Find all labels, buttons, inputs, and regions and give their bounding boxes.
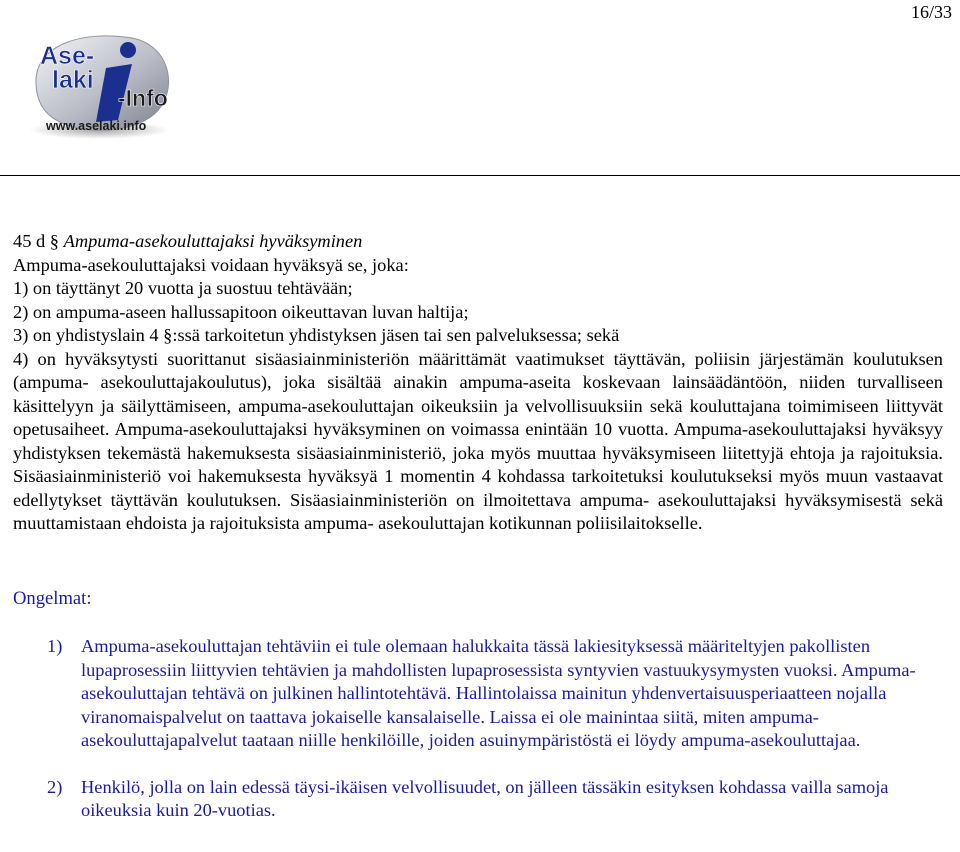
- logo-text-info: -Info: [118, 85, 168, 111]
- issues-list: [47, 635, 947, 846]
- logo-url: www.aselaki.info: [46, 119, 147, 133]
- condition-item-2: 2) on ampuma-aseen hallussapitoon oikeuttavan luvan haltija;: [13, 301, 469, 322]
- logo-text-laki: laki: [52, 66, 94, 94]
- condition-item-1: 1) on täyttänyt 20 vuotta ja suostuu tehtävään;: [13, 278, 353, 298]
- condition-item-4-paragraph: 4) on hyväksytysti suorittanut sisäasiainministeriön määrittämät vaatimukset täyttävän, poliisin järjestämän koulutuksen (ampuma- asekouluttajakoulutus), joka sisältää ainakin ampuma-aseita koskevaan lainsäädäntöön, niiden turvalliseen käsittelyyn ja säilyttämiseen, ampuma-asekouluttajan oikeuksiin ja velvollisuuksiin sekä kouluttajana toimimiseen liittyvät opetusaiheet. Ampuma-asekouluttajaksi hyväksyminen on voimassa enintään 10 vuotta. Ampuma-asekouluttajaksi hyväksyy yhdistyksen tekemästä hakemuksesta sisäasiainministeriö, joka myös muuttaa hyväksymiseen liitettyjä ehtoja ja rajoituksia. Sisäasiainministeriö voi hakemuksesta hyväksyä 1 momentin 4 kohdassa tarkoitetuksi koulutukseksi myös muun vastaavat edellytykset täyttävän koulutuksen. Sisäasiainministeriön on ilmoitettava ampuma- asekouluttajaksi hyväksymisestä sekä muuttamistaan ehdoista ja rajoituksista ampuma- asekouluttajan kotikunnan poliisilaitokselle.: [13, 348, 943, 533]
- law-section: [13, 230, 943, 536]
- aselaki-info-logo: [14, 24, 184, 142]
- section-heading: [13, 230, 943, 254]
- logo-text-ase: Ase-: [40, 42, 95, 70]
- issue-item-2: [47, 776, 947, 823]
- header-divider: [0, 175, 960, 176]
- section-title: Ampuma-asekouluttajaksi hyväksyminen: [63, 231, 363, 251]
- issue-text: Henkilö, jolla on lain edessä täysi-ikäisen velvollisuudet, on jälleen tässäkin esityksen kohdassa vailla samoja oikeuksia kuin 20-vuotias.: [81, 776, 889, 820]
- issues-heading: Ongelmat:: [13, 588, 92, 609]
- page-number: 16/33: [910, 2, 952, 22]
- condition-item-3: 3) on yhdistyslain 4 §:ssä tarkoitetun yhdistyksen jäsen tai sen palveluksessa; sekä: [13, 325, 620, 345]
- issue-item-1: [47, 635, 947, 753]
- issue-marker: 2): [47, 776, 63, 797]
- section-intro-line: Ampuma-asekouluttajaksi voidaan hyväksyä se, joka:: [13, 254, 409, 275]
- section-number: 45 d §: [13, 231, 59, 251]
- issue-marker: 1): [47, 636, 63, 656]
- issue-text: Ampuma-asekouluttajan tehtäviin ei tule olemaan halukkaita tässä lakiesityksessä määriteltyjen pakollisten lupaprosessiin liittyvien tehtävien ja mahdollisten lupaprosessista syntyvien vastuukysymysten vuoksi. Ampuma-asekouluttajan tehtävä on julkinen hallintotehtävä. Hallintolaissa mainitun yhdenvertaisuusperiaatteen nojalla viranomaispalvelut on taattava jokaiselle kansalaiselle. Laissa ei ole mainintaa siitä, miten ampuma-asekouluttajapalvelut taataan niille henkilöille, joiden asuinympäristöstä ei löydy ampuma-asekouluttajaa.: [81, 636, 916, 750]
